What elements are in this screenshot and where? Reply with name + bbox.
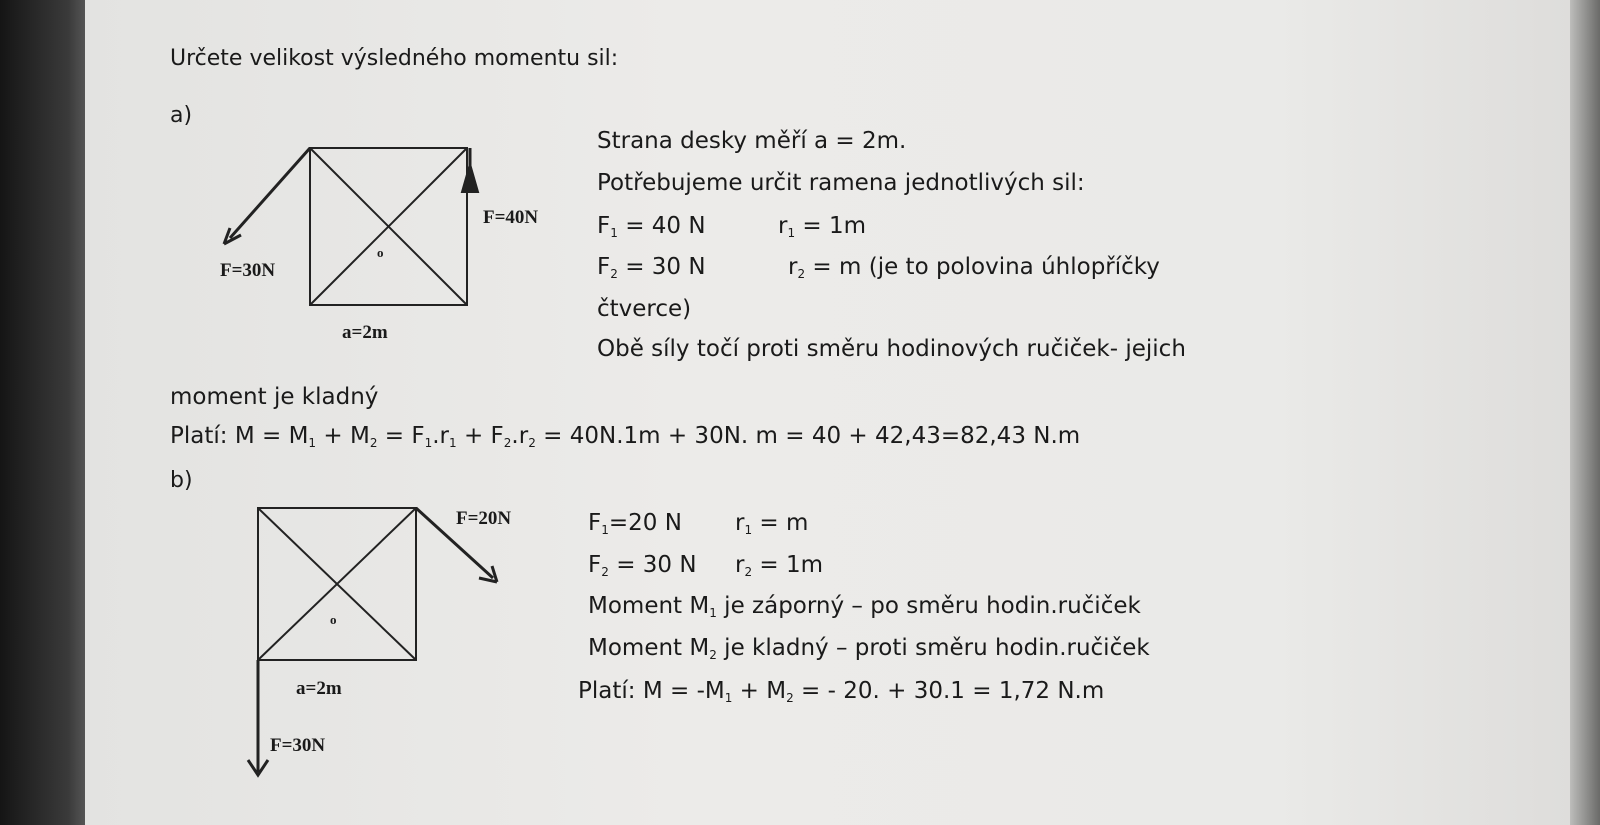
a-formula: Platí: $M = M_1 + M_2 = F_1.r_1 + F_2.r_2 = 40N.1m + 30N$. m = 40 + 42,43=82,43 N.m [170, 423, 1081, 450]
diagram-b-force-bottom: F=30N [270, 735, 326, 756]
diagram-b-force-top: F=20N [456, 508, 512, 529]
part-b-label: b) [170, 468, 193, 493]
diagram-b-center: o [330, 612, 337, 627]
a-sense-text-cont: moment je kladný [170, 384, 379, 410]
a-r1: $r_1 = 1m$ [778, 213, 867, 240]
b-r1: $r_1 = m$ [735, 510, 809, 537]
a-f1: $F_1 = 40$ N [597, 213, 706, 240]
b-f2: $F_2 = 30$ N [588, 552, 697, 579]
diagram-a-force-top: F=40N [483, 207, 539, 228]
side-length-text: Strana desky měří a = 2m. [597, 128, 907, 154]
b-r2: $r_2 = 1m$ [735, 552, 824, 579]
diagram-a-force-left: F=30N [220, 260, 276, 281]
b-f1: $F_1=20$ N [588, 510, 682, 537]
a-f2: $F_2 = 30$ N [597, 254, 706, 281]
a-sense-text: Obě síly točí proti směru hodinových ručiček- jejich [597, 336, 1186, 362]
b-m1-text: Moment $M_1$ je záporný – po směru hodin.ručiček [588, 593, 1141, 620]
page-title: Určete velikost výsledného momentu sil: [170, 46, 619, 71]
diagram-b-side: a=2m [296, 678, 342, 699]
diagram-a-side: a=2m [342, 322, 388, 343]
force-arrow-30n-shaft [230, 148, 310, 238]
diagram-a-center: o [377, 245, 384, 260]
a-r2-note-cont: čtverce) [597, 296, 692, 322]
force-arrow-40n-head [462, 164, 478, 192]
part-a-label: a) [170, 103, 193, 128]
a-r2: $r_2 = m$ (je to polovina úhlopříčky [788, 254, 1160, 281]
b-formula: Platí: $M = -M_1 + M_2$ = - 20. + 30.1 = 1,72 N.m [578, 678, 1105, 705]
arms-intro-text: Potřebujeme určit ramena jednotlivých sil: [597, 170, 1085, 196]
b-m2-text: Moment $M_2$ je kladný – proti směru hodin.ručiček [588, 635, 1150, 662]
